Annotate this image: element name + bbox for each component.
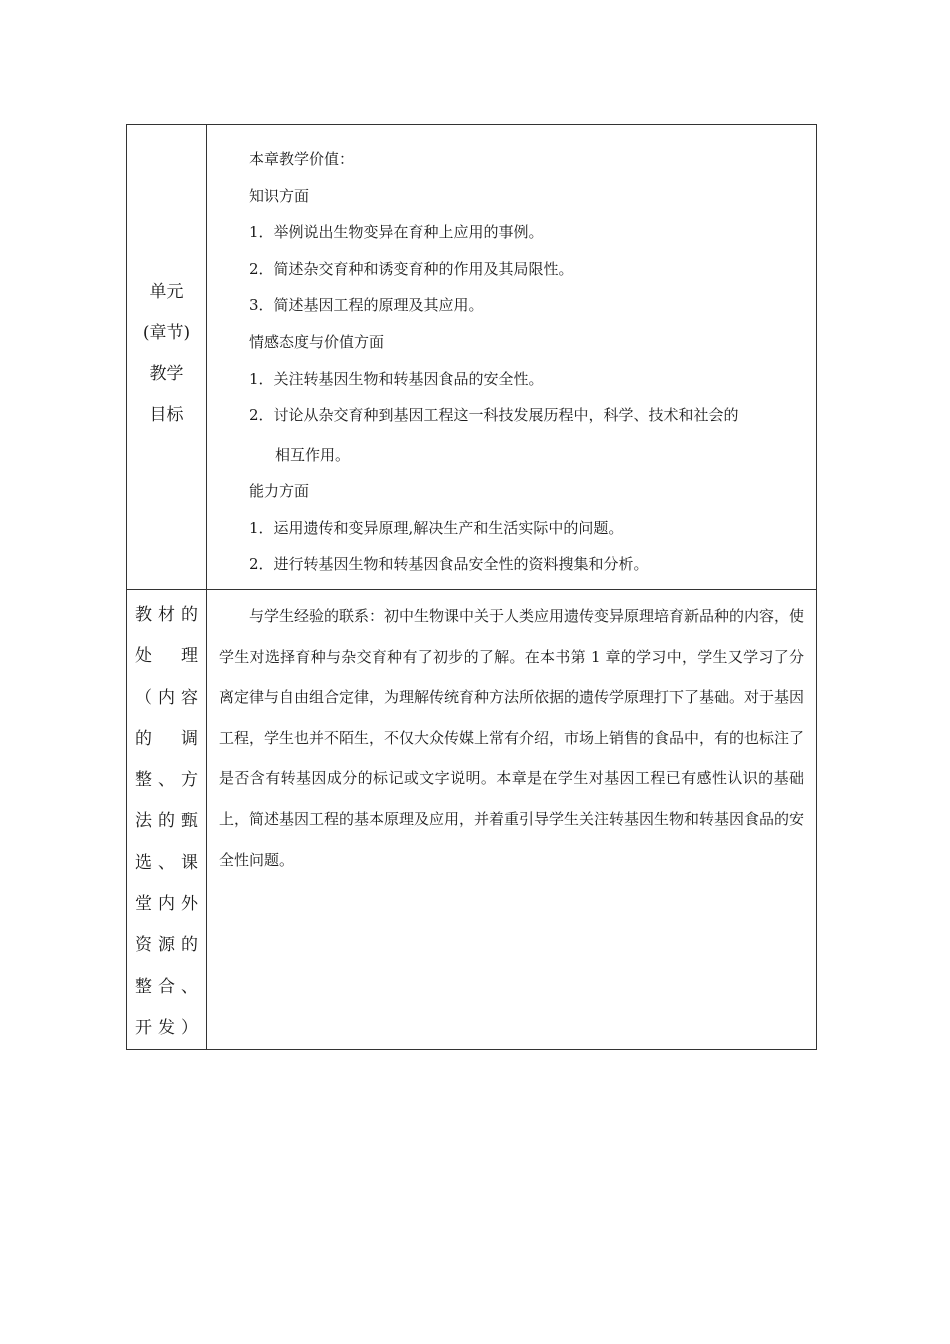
teaching-goals-label	[127, 125, 206, 583]
label-line: 资源的	[135, 935, 198, 956]
attitude-item: 2．讨论从杂交育种到基因工程这一科技发展历程中，科学、技术和社会的	[249, 406, 739, 425]
attitude-item: 1．关注转基因生物和转基因食品的安全性。	[249, 369, 544, 388]
ability-item: 2．进行转基因生物和转基因食品安全性的资料搜集和分析。	[249, 555, 649, 574]
teaching-goals-row	[127, 125, 817, 590]
ability-title: 能力方面	[249, 482, 310, 501]
label-line: 选、课	[135, 852, 198, 873]
label-line: 堂内外	[135, 894, 198, 915]
knowledge-item: 2．简述杂交育种和诱变育种的作用及其局限性。	[249, 259, 574, 278]
knowledge-item: 1．举例说出生物变异在育种上应用的事例。	[249, 223, 544, 242]
label-line: （内容	[135, 687, 198, 708]
teaching-goals-label-cell	[127, 125, 207, 590]
label-line: 单元	[149, 282, 184, 302]
label-line: (章节)	[142, 323, 191, 343]
ability-item: 1．运用遗传和变异原理,解决生产和生活实际中的问题。	[249, 518, 624, 537]
label-line: 处 理	[135, 646, 198, 667]
knowledge-title: 知识方面	[249, 186, 310, 205]
label-line: 整合、	[135, 976, 198, 997]
attitude-title: 情感态度与价值方面	[249, 332, 385, 351]
goals-heading: 本章教学价值：	[249, 150, 355, 168]
material-handling-label	[127, 590, 206, 1049]
label-line: 整、方	[135, 770, 198, 791]
attitude-item-continuation: 相互作用。	[275, 446, 351, 465]
label-line: 目标	[149, 405, 184, 425]
teaching-goals-content	[207, 125, 816, 589]
knowledge-item: 3．简述基因工程的原理及其应用。	[249, 296, 484, 315]
label-line: 的 调	[135, 728, 198, 749]
material-handling-content-cell	[207, 589, 817, 1049]
lesson-plan-table	[126, 124, 817, 1050]
material-handling-row	[127, 589, 817, 1049]
label-line: 教材的	[135, 604, 198, 625]
teaching-goals-content-cell	[207, 125, 817, 590]
label-line: 教学	[149, 364, 184, 384]
material-handling-text: 与学生经验的联系：初中生物课中关于人类应用遗传变异原理培育新品种的内容，使学生对选择育种与杂交育种有了初步的了解。在本书第 1 章的学习中，学生又学习了分离定律与自由组合定律，为理解传统育种方法所依据的遗传学原理打下了基础。对于基因工程，学生也并不陌生，不仅大众传媒上常有介绍，市场上销售的食品中，有的也标注了是否含有转基因成分的标记或文字说明。本章是在学生对基因工程已有感性认识的基础上，简述基因工程的基本原理及应用，并着重引导学生关注转基因生物和转基因食品的安全性问题。	[219, 606, 805, 869]
label-line: 法的甄	[135, 811, 198, 832]
material-handling-label-cell	[127, 589, 207, 1049]
label-line: 开发）	[135, 1017, 198, 1038]
